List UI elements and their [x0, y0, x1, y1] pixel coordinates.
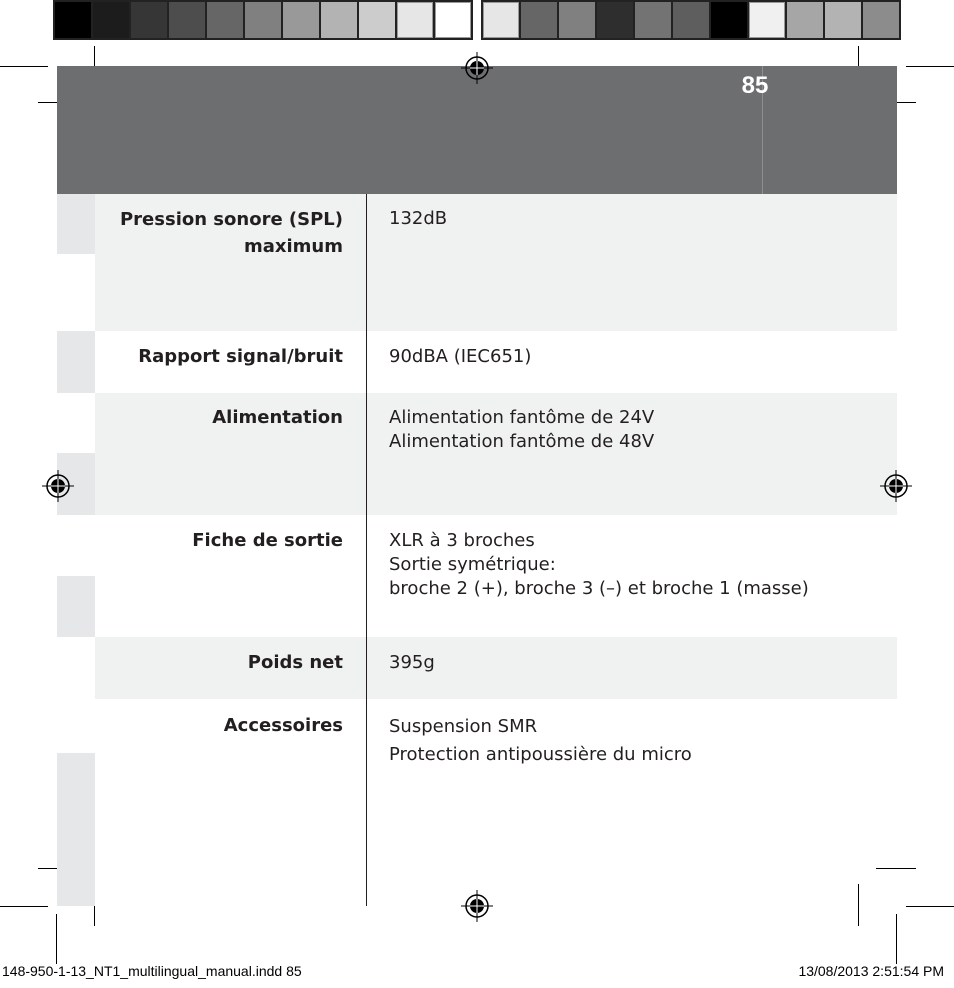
color-swatch	[635, 2, 671, 38]
spec-label-spl: Pression sonore (SPL) maximum	[119, 209, 343, 257]
color-swatch	[245, 2, 281, 38]
color-swatch	[93, 2, 129, 38]
color-bar-right	[483, 2, 901, 38]
spec-label-accessories: Accessoires	[223, 715, 343, 736]
color-swatch	[397, 2, 433, 38]
crop-mark	[876, 868, 916, 869]
side-tab-block	[57, 576, 95, 637]
color-swatch	[283, 2, 319, 38]
color-swatch	[359, 2, 395, 38]
column-divider	[366, 194, 367, 906]
spec-label-output: Fiche de sortie	[192, 530, 343, 551]
spec-value-power: Alimentation fantôme de 24V Alimentation fantôme de 48V	[389, 407, 655, 452]
color-swatch	[55, 2, 91, 38]
color-swatch	[521, 2, 557, 38]
spec-value-snr: 90dBA (IEC651)	[389, 346, 532, 367]
color-swatch	[749, 2, 785, 38]
crop-mark	[896, 914, 897, 964]
spec-value-accessories: Suspension SMR Protection antipoussière du micro	[389, 716, 692, 765]
color-swatch	[863, 2, 899, 38]
crop-mark	[858, 884, 859, 926]
crop-mark	[906, 906, 954, 907]
color-swatch	[787, 2, 823, 38]
side-tab-block	[57, 194, 95, 254]
spec-label-weight: Poids net	[247, 652, 343, 673]
side-tab-block	[57, 753, 95, 906]
spec-value-output: XLR à 3 broches Sortie symétrique: broche 2 (+), broche 3 (–) et broche 1 (masse)	[389, 530, 809, 599]
color-swatch	[435, 2, 471, 38]
spec-value-weight: 395g	[389, 652, 435, 673]
color-swatch	[559, 2, 595, 38]
color-swatch	[131, 2, 167, 38]
file-slug: 148-950-1-13_NT1_multilingual_manual.indd 85	[2, 963, 302, 979]
crop-mark	[0, 66, 48, 67]
side-tab-block	[57, 331, 95, 393]
crop-mark	[906, 66, 954, 67]
crop-mark	[0, 906, 48, 907]
color-swatch	[825, 2, 861, 38]
color-swatch	[711, 2, 747, 38]
color-swatch	[321, 2, 357, 38]
registration-mark-icon	[461, 52, 493, 84]
spec-value-spl: 132dB	[389, 208, 448, 229]
crop-mark	[56, 914, 57, 964]
color-swatch	[207, 2, 243, 38]
registration-mark-icon	[42, 470, 74, 502]
color-swatch	[597, 2, 633, 38]
spec-label-power: Alimentation	[212, 407, 343, 428]
color-bar-left	[55, 2, 473, 38]
spec-label-snr: Rapport signal/bruit	[138, 346, 343, 367]
page-number: 85	[741, 72, 769, 99]
registration-mark-icon	[461, 890, 493, 922]
registration-mark-icon	[880, 470, 912, 502]
color-swatch	[483, 2, 519, 38]
color-swatch	[673, 2, 709, 38]
print-timestamp: 13/08/2013 2:51:54 PM	[798, 963, 944, 979]
color-swatch	[169, 2, 205, 38]
